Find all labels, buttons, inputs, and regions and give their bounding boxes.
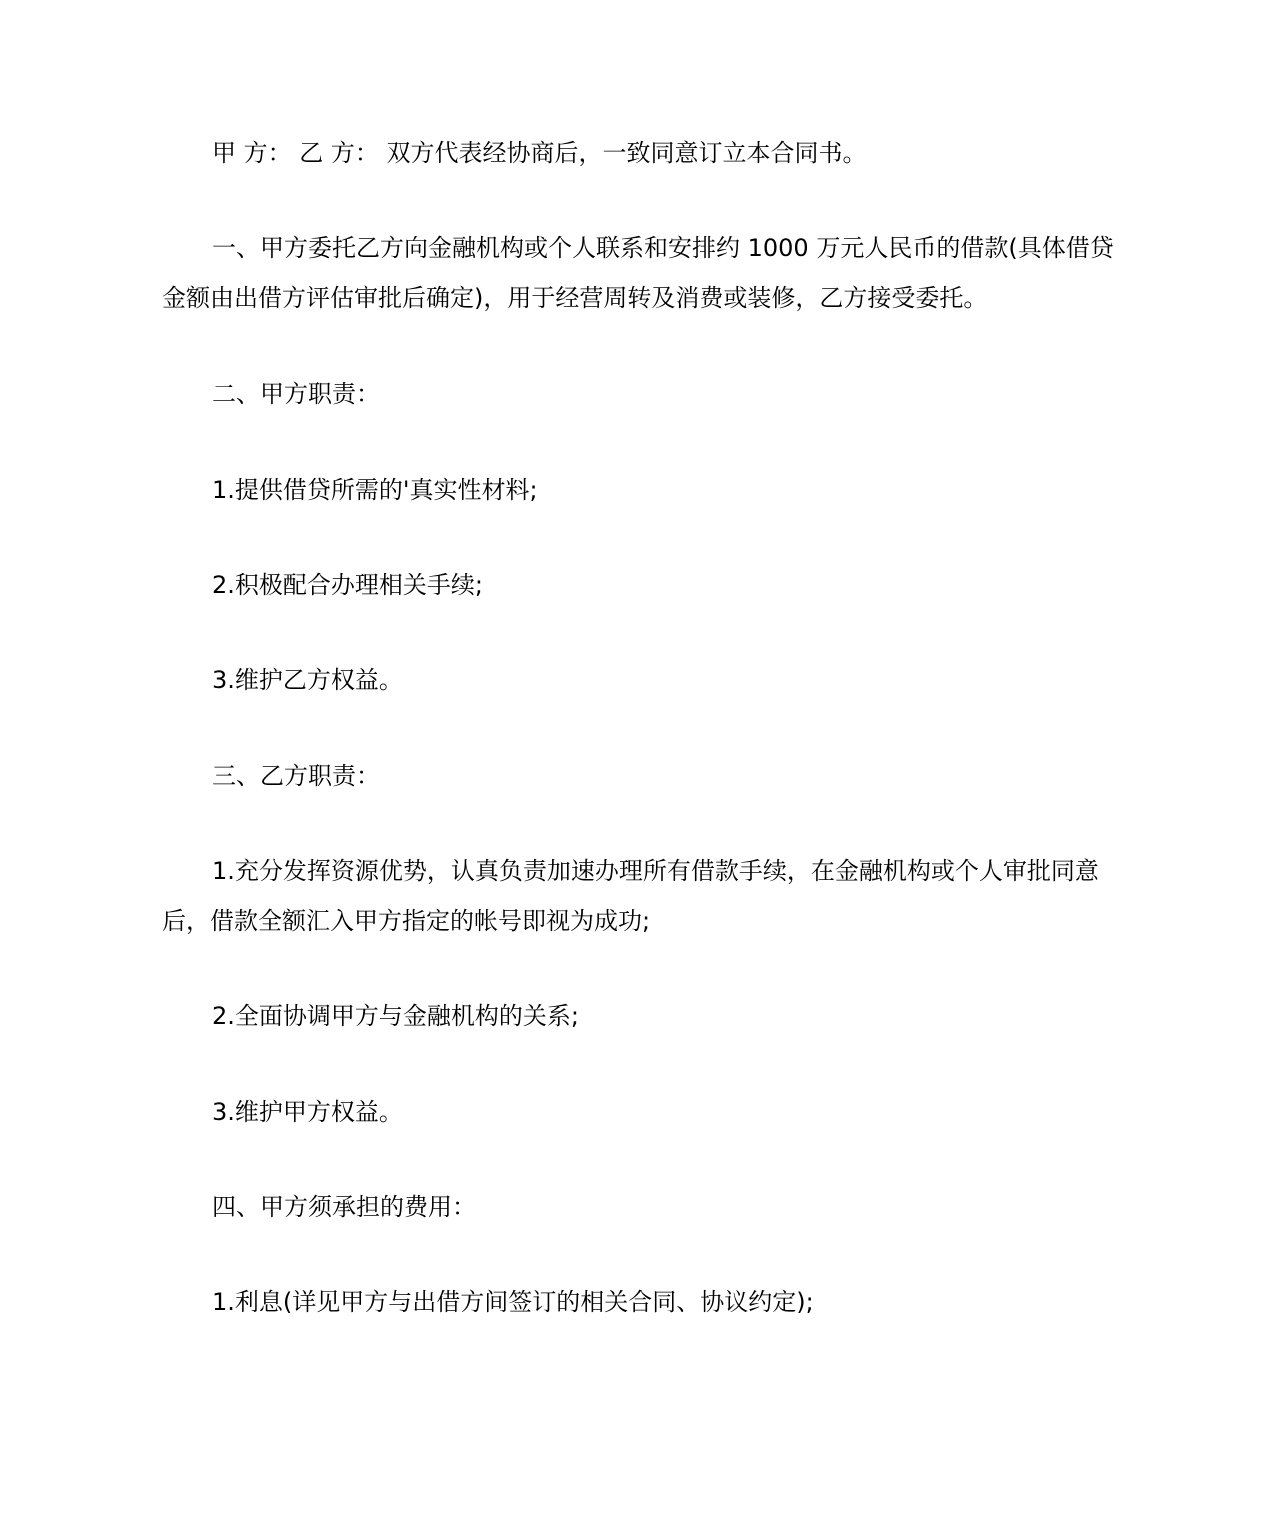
clause-3-item-1 xyxy=(162,846,1122,946)
clause-1-paragraph xyxy=(162,223,1122,323)
clause-4-heading: 四、甲方须承担的费用： xyxy=(212,1193,476,1221)
clause-2-heading: 二、甲方职责： xyxy=(212,380,380,408)
clause-2-item-1: 1.提供借贷所需的'真实性材料; xyxy=(212,476,538,504)
clause-3-heading: 三、乙方职责： xyxy=(212,762,380,790)
clause-1-line-1: 一、甲方委托乙方向金融机构或个人联系和安排约 1000 万元人民币的借款(具体借贷 xyxy=(212,234,1114,262)
clause-1-line-2: 金额由出借方评估审批后确定)，用于经营周转及消费或装修，乙方接受委托。 xyxy=(162,284,988,312)
clause-3-item-2: 2.全面协调甲方与金融机构的关系; xyxy=(212,1002,579,1030)
clause-3-item-3: 3.维护甲方权益。 xyxy=(212,1098,403,1126)
clause-4-item-1: 1.利息(详见甲方与出借方间签订的相关合同、协议约定); xyxy=(212,1288,814,1316)
clause-2-item-3: 3.维护乙方权益。 xyxy=(212,666,403,694)
clause-3-item-1-line-2: 后，借款全额汇入甲方指定的帐号即视为成功; xyxy=(162,907,651,935)
clause-2-item-2: 2.积极配合办理相关手续; xyxy=(212,571,483,599)
clause-3-item-1-line-1: 1.充分发挥资源优势，认真负责加速办理所有借款手续，在金融机构或个人审批同意 xyxy=(212,857,1099,885)
document-page xyxy=(162,0,1122,1521)
parties-line: 甲 方： 乙 方： 双方代表经协商后，一致同意订立本合同书。 xyxy=(212,139,867,167)
